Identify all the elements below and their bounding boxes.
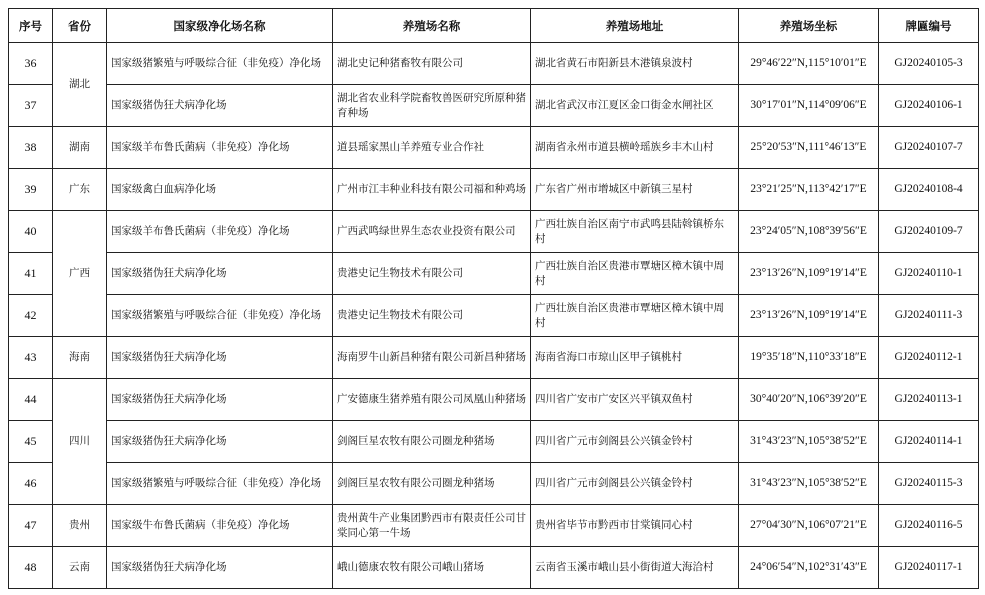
farm-cell: 道县瑶家黑山羊养殖专业合作社 xyxy=(333,127,531,169)
purification-cell: 国家级猪伪狂犬病净化场 xyxy=(107,421,333,463)
purification-cell: 国家级猪繁殖与呼吸综合征（非免疫）净化场 xyxy=(107,295,333,337)
address-cell: 广西壮族自治区南宁市武鸣县陆斡镇桥东村 xyxy=(531,211,739,253)
table-row xyxy=(9,127,979,169)
address-cell: 四川省广元市剑阁县公兴镇金铃村 xyxy=(531,463,739,505)
purification-cell: 国家级羊布鲁氏菌病（非免疫）净化场 xyxy=(107,127,333,169)
province-cell: 贵州 xyxy=(53,505,107,547)
serial-cell: 36 xyxy=(9,43,53,85)
address-cell: 广西壮族自治区贵港市覃塘区樟木镇中周村 xyxy=(531,295,739,337)
purification-cell: 国家级牛布鲁氏菌病（非免疫）净化场 xyxy=(107,505,333,547)
coord-cell: 23°13′26″N,109°19′14″E xyxy=(739,295,879,337)
code-cell: GJ20240107-7 xyxy=(879,127,979,169)
province-cell: 云南 xyxy=(53,547,107,589)
serial-cell: 41 xyxy=(9,253,53,295)
coord-cell: 30°40′20″N,106°39′20″E xyxy=(739,379,879,421)
code-cell: GJ20240108-4 xyxy=(879,169,979,211)
table-row xyxy=(9,253,979,295)
coord-cell: 27°04′30″N,106°07′21″E xyxy=(739,505,879,547)
farm-cell: 湖北史记种猪畜牧有限公司 xyxy=(333,43,531,85)
code-cell: GJ20240117-1 xyxy=(879,547,979,589)
farm-cell: 广安德康生猪养殖有限公司凤凰山种猪场 xyxy=(333,379,531,421)
farm-cell: 海南罗牛山新昌种猪有限公司新昌种猪场 xyxy=(333,337,531,379)
serial-cell: 37 xyxy=(9,85,53,127)
farm-cell: 剑阁巨星农牧有限公司圈龙种猪场 xyxy=(333,463,531,505)
farm-cell: 贵港史记生物技术有限公司 xyxy=(333,295,531,337)
header-province: 省份 xyxy=(53,9,107,43)
code-cell: GJ20240110-1 xyxy=(879,253,979,295)
table-row xyxy=(9,295,979,337)
serial-cell: 39 xyxy=(9,169,53,211)
province-cell: 湖北 xyxy=(53,43,107,127)
serial-cell: 46 xyxy=(9,463,53,505)
table-row xyxy=(9,85,979,127)
province-cell: 湖南 xyxy=(53,127,107,169)
farm-cell: 广西武鸣绿世界生态农业投资有限公司 xyxy=(333,211,531,253)
table-row xyxy=(9,421,979,463)
purification-farm-table xyxy=(8,8,979,589)
coord-cell: 29°46′22″N,115°10′01″E xyxy=(739,43,879,85)
address-cell: 四川省广安市广安区兴平镇双鱼村 xyxy=(531,379,739,421)
coord-cell: 23°24′05″N,108°39′56″E xyxy=(739,211,879,253)
coord-cell: 23°13′26″N,109°19′14″E xyxy=(739,253,879,295)
coord-cell: 23°21′25″N,113°42′17″E xyxy=(739,169,879,211)
table-header xyxy=(9,9,979,43)
serial-cell: 42 xyxy=(9,295,53,337)
table-body xyxy=(9,43,979,589)
serial-cell: 47 xyxy=(9,505,53,547)
province-cell: 四川 xyxy=(53,379,107,505)
address-cell: 广东省广州市增城区中新镇三星村 xyxy=(531,169,739,211)
coord-cell: 31°43′23″N,105°38′52″E xyxy=(739,463,879,505)
purification-cell: 国家级猪伪狂犬病净化场 xyxy=(107,547,333,589)
address-cell: 湖北省黄石市阳新县木港镇泉波村 xyxy=(531,43,739,85)
farm-cell: 湖北省农业科学院畜牧兽医研究所原种猪育种场 xyxy=(333,85,531,127)
code-cell: GJ20240109-7 xyxy=(879,211,979,253)
code-cell: GJ20240116-5 xyxy=(879,505,979,547)
purification-cell: 国家级猪伪狂犬病净化场 xyxy=(107,85,333,127)
table-row xyxy=(9,211,979,253)
purification-cell: 国家级禽白血病净化场 xyxy=(107,169,333,211)
code-cell: GJ20240114-1 xyxy=(879,421,979,463)
coord-cell: 30°17′01″N,114°09′06″E xyxy=(739,85,879,127)
header-purification-name: 国家级净化场名称 xyxy=(107,9,333,43)
table-row xyxy=(9,337,979,379)
purification-cell: 国家级猪伪狂犬病净化场 xyxy=(107,379,333,421)
document-page xyxy=(8,8,978,589)
farm-cell: 峨山德康农牧有限公司峨山猪场 xyxy=(333,547,531,589)
table-row xyxy=(9,43,979,85)
header-farm-name: 养殖场名称 xyxy=(333,9,531,43)
purification-cell: 国家级猪繁殖与呼吸综合征（非免疫）净化场 xyxy=(107,463,333,505)
serial-cell: 38 xyxy=(9,127,53,169)
serial-cell: 43 xyxy=(9,337,53,379)
address-cell: 贵州省毕节市黔西市甘棠镇同心村 xyxy=(531,505,739,547)
farm-cell: 剑阁巨星农牧有限公司圈龙种猪场 xyxy=(333,421,531,463)
address-cell: 云南省玉溪市峨山县小街街道大海洽村 xyxy=(531,547,739,589)
code-cell: GJ20240112-1 xyxy=(879,337,979,379)
serial-cell: 48 xyxy=(9,547,53,589)
coord-cell: 31°43′23″N,105°38′52″E xyxy=(739,421,879,463)
serial-cell: 45 xyxy=(9,421,53,463)
code-cell: GJ20240113-1 xyxy=(879,379,979,421)
farm-cell: 贵港史记生物技术有限公司 xyxy=(333,253,531,295)
purification-cell: 国家级猪伪狂犬病净化场 xyxy=(107,337,333,379)
purification-cell: 国家级羊布鲁氏菌病（非免疫）净化场 xyxy=(107,211,333,253)
header-serial: 序号 xyxy=(9,9,53,43)
code-cell: GJ20240106-1 xyxy=(879,85,979,127)
purification-cell: 国家级猪伪狂犬病净化场 xyxy=(107,253,333,295)
address-cell: 海南省海口市琼山区甲子镇桃村 xyxy=(531,337,739,379)
table-row xyxy=(9,505,979,547)
header-farm-address: 养殖场地址 xyxy=(531,9,739,43)
province-cell: 海南 xyxy=(53,337,107,379)
header-farm-coordinates: 养殖场坐标 xyxy=(739,9,879,43)
serial-cell: 40 xyxy=(9,211,53,253)
header-plaque-code: 牌匾编号 xyxy=(879,9,979,43)
address-cell: 湖南省永州市道县横岭瑶族乡丰木山村 xyxy=(531,127,739,169)
table-row xyxy=(9,379,979,421)
code-cell: GJ20240115-3 xyxy=(879,463,979,505)
serial-cell: 44 xyxy=(9,379,53,421)
code-cell: GJ20240105-3 xyxy=(879,43,979,85)
coord-cell: 24°06′54″N,102°31′43″E xyxy=(739,547,879,589)
table-row xyxy=(9,463,979,505)
table-row xyxy=(9,547,979,589)
purification-cell: 国家级猪繁殖与呼吸综合征（非免疫）净化场 xyxy=(107,43,333,85)
province-cell: 广西 xyxy=(53,211,107,337)
address-cell: 四川省广元市剑阁县公兴镇金铃村 xyxy=(531,421,739,463)
province-cell: 广东 xyxy=(53,169,107,211)
coord-cell: 19°35′18″N,110°33′18″E xyxy=(739,337,879,379)
code-cell: GJ20240111-3 xyxy=(879,295,979,337)
address-cell: 湖北省武汉市江夏区金口街金水闸社区 xyxy=(531,85,739,127)
table-row xyxy=(9,169,979,211)
farm-cell: 广州市江丰种业科技有限公司福和种鸡场 xyxy=(333,169,531,211)
coord-cell: 25°20′53″N,111°46′13″E xyxy=(739,127,879,169)
address-cell: 广西壮族自治区贵港市覃塘区樟木镇中周村 xyxy=(531,253,739,295)
farm-cell: 贵州黄牛产业集团黔西市有限责任公司甘棠同心第一牛场 xyxy=(333,505,531,547)
